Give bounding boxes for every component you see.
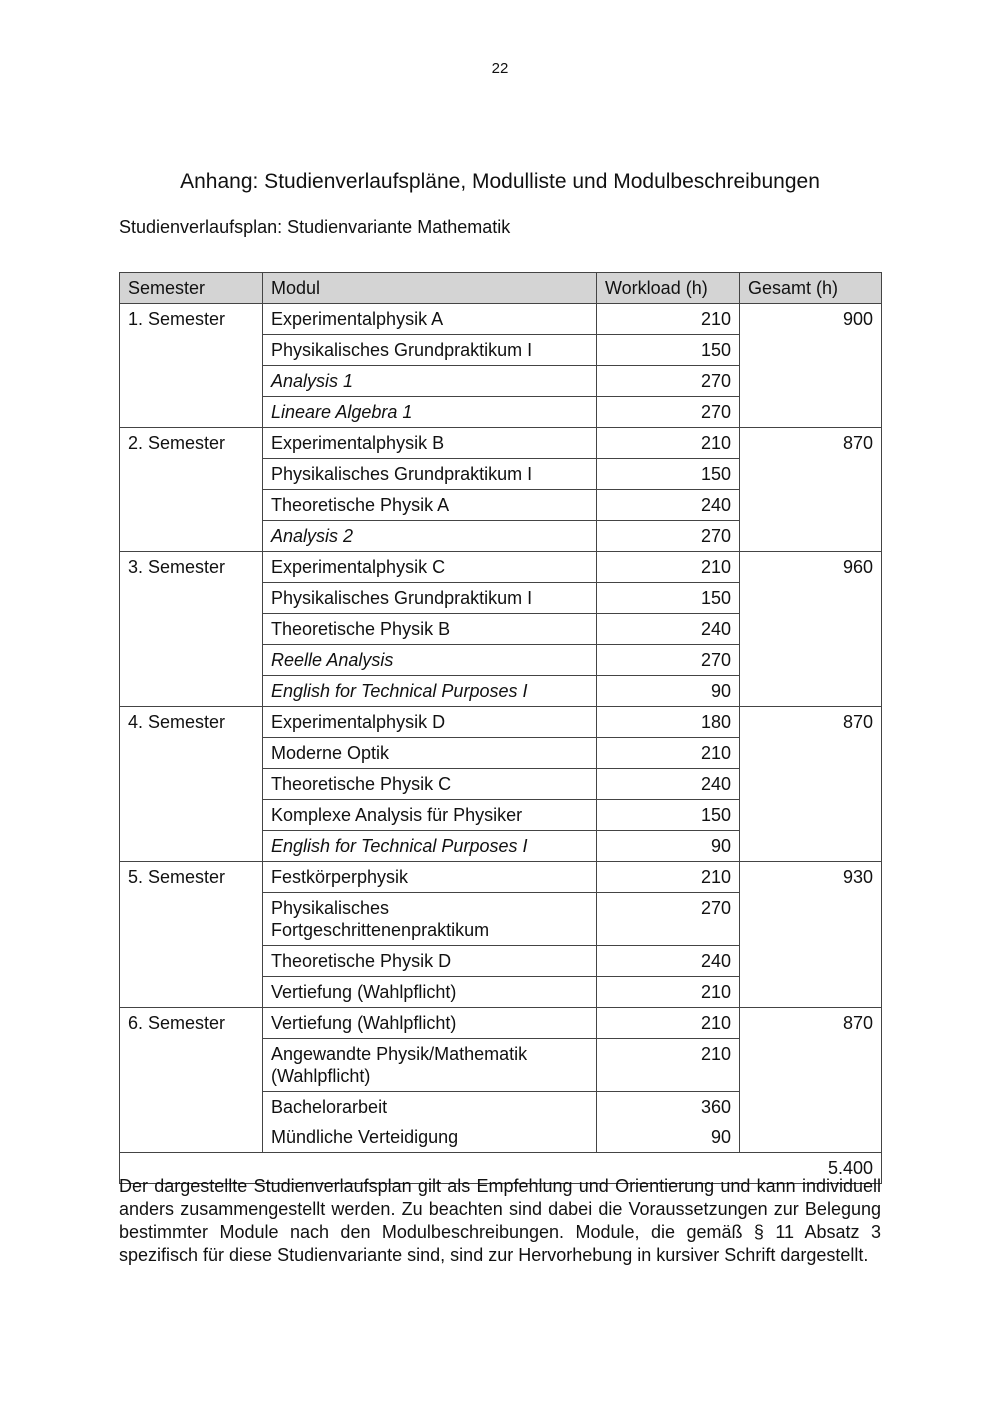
table-row xyxy=(120,862,882,893)
module-name: Theoretische Physik B xyxy=(263,614,597,645)
table-body xyxy=(120,304,882,1153)
module-workload: 240 xyxy=(597,769,740,800)
module-name: Experimentalphysik A xyxy=(263,304,597,335)
semester-total: 870 xyxy=(740,707,882,862)
semester-total: 900 xyxy=(740,304,882,428)
module-workload: 270 xyxy=(597,521,740,552)
module-name: Lineare Algebra 1 xyxy=(263,397,597,428)
semester-total: 930 xyxy=(740,862,882,1008)
module-workload: 240 xyxy=(597,614,740,645)
module-name: Reelle Analysis xyxy=(263,645,597,676)
module-name: Moderne Optik xyxy=(263,738,597,769)
semester-total: 870 xyxy=(740,428,882,552)
module-workload: 270 xyxy=(597,645,740,676)
module-name: Physikalisches Fortgeschrittenenpraktikum xyxy=(263,893,597,946)
module-name: Mündliche Verteidigung xyxy=(263,1122,597,1153)
module-name: Angewandte Physik/Mathematik (Wahlpflicht) xyxy=(263,1039,597,1092)
module-workload: 210 xyxy=(597,1039,740,1092)
study-plan-table xyxy=(119,272,882,1184)
semester-label: 5. Semester xyxy=(120,862,263,1008)
semester-total: 870 xyxy=(740,1008,882,1153)
table-row xyxy=(120,707,882,738)
table-header-row xyxy=(120,273,882,304)
semester-label: 2. Semester xyxy=(120,428,263,552)
module-workload: 360 xyxy=(597,1092,740,1123)
page-title: Anhang: Studienverlaufspläne, Modulliste und Modulbeschreibungen xyxy=(180,170,820,193)
module-workload: 150 xyxy=(597,800,740,831)
module-workload: 240 xyxy=(597,490,740,521)
header-semester: Semester xyxy=(120,273,263,304)
module-workload: 240 xyxy=(597,946,740,977)
semester-label: 3. Semester xyxy=(120,552,263,707)
module-name: Theoretische Physik D xyxy=(263,946,597,977)
module-workload: 150 xyxy=(597,459,740,490)
module-name: Experimentalphysik C xyxy=(263,552,597,583)
module-name: Experimentalphysik B xyxy=(263,428,597,459)
module-workload: 210 xyxy=(597,977,740,1008)
module-workload: 270 xyxy=(597,397,740,428)
module-name: Physikalisches Grundpraktikum I xyxy=(263,335,597,366)
module-workload: 210 xyxy=(597,862,740,893)
module-name: Komplexe Analysis für Physiker xyxy=(263,800,597,831)
module-workload: 180 xyxy=(597,707,740,738)
table-row xyxy=(120,428,882,459)
module-name: Vertiefung (Wahlpflicht) xyxy=(263,977,597,1008)
module-workload: 150 xyxy=(597,335,740,366)
module-name: English for Technical Purposes I xyxy=(263,676,597,707)
module-workload: 210 xyxy=(597,304,740,335)
module-workload: 210 xyxy=(597,1008,740,1039)
module-name: Theoretische Physik A xyxy=(263,490,597,521)
module-name: English for Technical Purposes I xyxy=(263,831,597,862)
header-gesamt: Gesamt (h) xyxy=(740,273,882,304)
semester-label: 4. Semester xyxy=(120,707,263,862)
header-workload: Workload (h) xyxy=(597,273,740,304)
grand-total: 5.400 xyxy=(120,1153,882,1184)
module-workload: 150 xyxy=(597,583,740,614)
module-name: Theoretische Physik C xyxy=(263,769,597,800)
page-number: 22 xyxy=(491,60,509,77)
module-workload: 90 xyxy=(597,831,740,862)
semester-label: 1. Semester xyxy=(120,304,263,428)
module-workload: 90 xyxy=(597,1122,740,1153)
module-workload: 270 xyxy=(597,366,740,397)
module-workload: 90 xyxy=(597,676,740,707)
semester-total: 960 xyxy=(740,552,882,707)
section-subtitle: Studienverlaufsplan: Studienvariante Mathematik xyxy=(119,217,511,237)
module-name: Physikalisches Grundpraktikum I xyxy=(263,583,597,614)
header-modul: Modul xyxy=(263,273,597,304)
module-workload: 210 xyxy=(597,738,740,769)
module-workload: 210 xyxy=(597,552,740,583)
module-name: Analysis 1 xyxy=(263,366,597,397)
module-name: Experimentalphysik D xyxy=(263,707,597,738)
semester-label: 6. Semester xyxy=(120,1008,263,1153)
module-name: Analysis 2 xyxy=(263,521,597,552)
module-name: Physikalisches Grundpraktikum I xyxy=(263,459,597,490)
module-workload: 270 xyxy=(597,893,740,946)
footnote: Der dargestellte Studienverlaufsplan gilt als Empfehlung und Orientierung und kann individuell anders zusammengestellt werden. Zu beachten sind dabei die Voraussetzungen zur Belegung bestimmter Module nach den Modulbeschreibungen. Module, die gemäß § 11 Absatz 3 spezifisch für diese Studienvariante sind, sind zur Hervorhebung in kursiver Schrift dargestellt. xyxy=(119,1176,881,1265)
module-workload: 210 xyxy=(597,428,740,459)
module-name: Vertiefung (Wahlpflicht) xyxy=(263,1008,597,1039)
module-name: Bachelorarbeit xyxy=(263,1092,597,1123)
table-row xyxy=(120,304,882,335)
module-name: Festkörperphysik xyxy=(263,862,597,893)
table-row xyxy=(120,1008,882,1039)
table-row xyxy=(120,552,882,583)
